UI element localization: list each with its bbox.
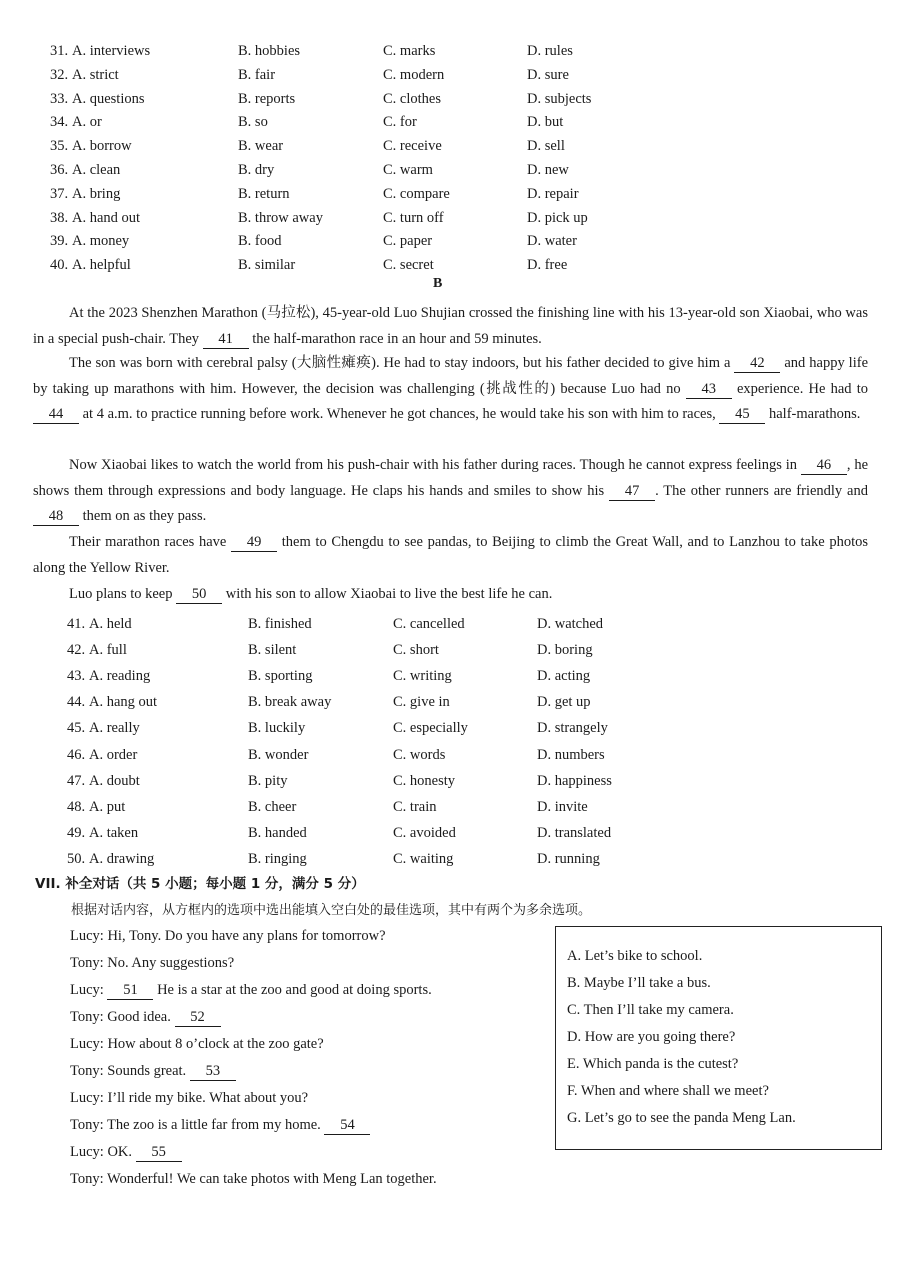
question-number: 42.	[67, 642, 86, 659]
option-row	[0, 691, 907, 713]
option-b[interactable]: B. sporting	[248, 668, 313, 685]
speaker: Lucy:	[70, 1036, 104, 1052]
option-d[interactable]: D. happiness	[537, 772, 612, 789]
dialogue-line	[70, 1032, 324, 1056]
blank-53[interactable]: 53	[190, 1063, 236, 1081]
option-d[interactable]: D. invite	[537, 798, 588, 815]
option-c[interactable]: C. modern	[383, 66, 445, 83]
dialogue-line	[70, 1059, 236, 1083]
option-c[interactable]: C. short	[393, 642, 439, 659]
option-row	[0, 183, 907, 205]
option-c[interactable]: C. waiting	[393, 850, 454, 867]
dialogue-line	[70, 1167, 437, 1191]
blank-41[interactable]: 41	[203, 331, 249, 349]
option-a[interactable]: A. money	[72, 233, 130, 250]
dialogue-line	[70, 1113, 370, 1137]
option-c[interactable]: C. marks	[383, 43, 436, 59]
option-row	[0, 207, 907, 229]
option-row	[0, 848, 907, 870]
option-a[interactable]: A. really	[89, 720, 140, 737]
option-c[interactable]: C. give in	[393, 694, 450, 711]
option-row	[0, 159, 907, 181]
question-number: 36.	[50, 162, 69, 178]
speaker: Lucy:	[70, 982, 104, 998]
option-a[interactable]: A. clean	[72, 162, 121, 178]
option-c[interactable]: C. train	[393, 798, 437, 815]
option-b[interactable]: B. pity	[248, 772, 288, 789]
speaker: Lucy:	[70, 1144, 104, 1160]
blank-50[interactable]: 50	[176, 586, 222, 604]
blank-49[interactable]: 49	[231, 534, 277, 552]
dialogue-text: The zoo is a little far from my home.	[103, 1117, 325, 1133]
blank-46[interactable]: 46	[801, 457, 847, 475]
question-number: 47.	[67, 772, 86, 789]
option-a[interactable]: A. doubt	[89, 772, 140, 789]
box-option[interactable]: F. When and where shall we meet?	[567, 1083, 769, 1099]
option-a[interactable]: A. taken	[89, 824, 139, 841]
option-c[interactable]: C. honesty	[393, 772, 456, 789]
speaker: Tony:	[70, 1009, 104, 1025]
option-b[interactable]: B. fair	[238, 66, 276, 83]
option-b[interactable]: B. dry	[238, 162, 275, 178]
option-d[interactable]: D. numbers	[537, 746, 605, 763]
box-option[interactable]: A. Let’s bike to school.	[567, 948, 703, 964]
option-d[interactable]: D. sell	[527, 138, 565, 155]
question-number: 40.	[50, 257, 69, 274]
option-b[interactable]: B. food	[238, 233, 282, 250]
option-c[interactable]: C. clothes	[383, 90, 441, 107]
option-row	[0, 40, 907, 62]
option-a[interactable]: A. questions	[72, 90, 145, 107]
option-d[interactable]: D. repair	[527, 185, 579, 202]
dialogue-text: Wonderful! We can take photos with Meng Lan together.	[103, 1171, 437, 1187]
passage-paragraph-2: The son was born with cerebral palsy (大脑性瘫痪). He had to stay indoors, but his father decided to give him a 42 and happy life by taking up marathons with him. However, the decision was challenging (挑战性的) because Luo had no 43 experience. He had to 44 at 4 a.m. to practice running before work. Whenever he got chances, he would take his son with him to races, 45 half-marathons.	[33, 355, 869, 422]
question-number: 48.	[67, 798, 86, 815]
question-number: 45.	[67, 720, 86, 737]
option-d[interactable]: D. running	[537, 850, 600, 867]
option-b[interactable]: B. hobbies	[238, 43, 301, 59]
option-a[interactable]: A. put	[89, 798, 126, 815]
option-b[interactable]: B. silent	[248, 642, 297, 659]
dialogue-line	[70, 924, 386, 948]
question-number: 46.	[67, 746, 86, 763]
option-d[interactable]: D. new	[527, 162, 569, 178]
question-number: 49.	[67, 824, 86, 841]
passage-paragraph-3: Now Xiaobai likes to watch the world from his push-chair with his father during races. Though he cannot express feelings in 46 , he shows them through expressions and body language. He claps his hands and smiles to show his 47 . The other runners are friendly and 48 them on as they pass.	[33, 457, 869, 524]
passage-paragraph-4: Their marathon races have 49 them to Chengdu to see pandas, to Beijing to climb the Great Wall, and to Lanzhou to take photos along the Yellow River.	[33, 534, 869, 576]
option-a[interactable]: A. or	[72, 114, 102, 131]
option-c[interactable]: C. receive	[383, 138, 442, 155]
question-number: 35.	[50, 138, 69, 155]
option-d[interactable]: D. water	[527, 233, 577, 250]
option-a[interactable]: A. hand out	[72, 209, 141, 226]
option-c[interactable]: C. cancelled	[393, 616, 465, 632]
option-a[interactable]: A. full	[89, 642, 127, 659]
blank-54[interactable]: 54	[324, 1117, 370, 1135]
option-b[interactable]: B. throw away	[238, 209, 323, 226]
option-b[interactable]: B. cheer	[248, 798, 297, 815]
option-b[interactable]: B. ringing	[248, 850, 307, 867]
question-number: 44.	[67, 694, 86, 711]
speaker: Lucy:	[70, 928, 104, 944]
dialogue-line	[70, 1005, 221, 1029]
options-box	[555, 926, 882, 1150]
dialogue-text: Sounds great.	[103, 1063, 190, 1079]
option-d[interactable]: D. boring	[537, 642, 593, 659]
option-c[interactable]: C. for	[383, 114, 417, 131]
option-row	[0, 111, 907, 133]
dialogue-text: Good idea.	[103, 1009, 175, 1025]
dialogue-text: No. Any suggestions?	[103, 955, 235, 971]
option-b[interactable]: B. so	[238, 114, 268, 131]
box-option[interactable]: D. How are you going there?	[567, 1029, 736, 1045]
dialogue-text: OK.	[103, 1144, 136, 1160]
option-d[interactable]: D. subjects	[527, 90, 592, 107]
speaker: Tony:	[70, 1063, 104, 1079]
option-a[interactable]: A. interviews	[72, 43, 151, 59]
dialogue-line	[70, 1086, 308, 1110]
option-a[interactable]: A. strict	[72, 66, 119, 83]
option-a[interactable]: A. held	[89, 616, 132, 632]
blank-42[interactable]: 42	[734, 355, 780, 373]
blank-47[interactable]: 47	[609, 483, 655, 501]
dialogue-text: Hi, Tony. Do you have any plans for tomorrow?	[103, 928, 386, 944]
option-a[interactable]: A. hang out	[89, 694, 158, 711]
option-c[interactable]: C. warm	[383, 162, 433, 178]
option-row	[0, 230, 907, 252]
option-row	[0, 822, 907, 844]
box-option[interactable]: G. Let’s go to see the panda Meng Lan.	[567, 1110, 796, 1126]
option-a[interactable]: A. order	[89, 746, 138, 763]
section-b-heading: B	[433, 276, 443, 291]
question-number: 34.	[50, 114, 69, 131]
question-number: 31.	[50, 43, 69, 59]
blank-44[interactable]: 44	[33, 406, 79, 424]
option-b[interactable]: B. similar	[238, 257, 296, 274]
question-number: 41.	[67, 616, 86, 632]
question-number: 37.	[50, 185, 69, 202]
option-a[interactable]: A. drawing	[89, 850, 155, 867]
option-c[interactable]: C. words	[393, 746, 446, 763]
option-d[interactable]: D. acting	[537, 668, 591, 685]
question-number: 43.	[67, 668, 86, 685]
option-d[interactable]: D. strangely	[537, 720, 608, 737]
option-row	[0, 770, 907, 792]
option-a[interactable]: A. helpful	[72, 257, 131, 274]
option-a[interactable]: A. borrow	[72, 138, 132, 155]
option-row	[0, 88, 907, 110]
blank-45[interactable]: 45	[719, 406, 765, 424]
dialogue-text: How about 8 o’clock at the zoo gate?	[103, 1036, 324, 1052]
passage-paragraph-1: At the 2023 Shenzhen Marathon (马拉松), 45-year-old Luo Shujian crossed the finishing line with his 13-year-old son Xiaobai, who was in a special push-chair. They 41 the half-marathon race in an hour and 59 minutes.	[33, 305, 868, 347]
dialogue-line	[70, 978, 432, 1002]
option-d[interactable]: D. translated	[537, 824, 612, 841]
blank-43[interactable]: 43	[686, 381, 732, 399]
speaker: Tony:	[70, 955, 104, 971]
option-d[interactable]: D. but	[527, 114, 564, 131]
option-b[interactable]: B. return	[238, 185, 290, 202]
option-row	[0, 135, 907, 157]
box-option[interactable]: E. Which panda is the cutest?	[567, 1056, 739, 1072]
option-b[interactable]: B. reports	[238, 90, 296, 107]
option-row	[0, 717, 907, 739]
blank-52[interactable]: 52	[175, 1009, 221, 1027]
option-a[interactable]: A. bring	[72, 185, 121, 202]
dialogue-text: He is a star at the zoo and good at doing sports.	[153, 982, 432, 998]
option-row	[0, 613, 907, 635]
option-b[interactable]: B. break away	[248, 694, 332, 711]
speaker: Lucy:	[70, 1090, 104, 1106]
option-a[interactable]: A. reading	[89, 668, 151, 685]
box-option[interactable]: B. Maybe I’ll take a bus.	[567, 975, 711, 991]
option-row	[0, 744, 907, 766]
option-d[interactable]: D. pick up	[527, 209, 588, 226]
option-c[interactable]: C. paper	[383, 233, 433, 250]
option-b[interactable]: B. wear	[238, 138, 284, 155]
blank-48[interactable]: 48	[33, 508, 79, 526]
option-row	[0, 639, 907, 661]
option-c[interactable]: C. avoided	[393, 824, 456, 841]
speaker: Tony:	[70, 1171, 104, 1187]
question-number: 50.	[67, 850, 86, 867]
option-row	[0, 796, 907, 818]
option-row	[0, 64, 907, 86]
option-c[interactable]: C. especially	[393, 720, 468, 737]
option-b[interactable]: B. wonder	[248, 746, 309, 763]
question-number: 38.	[50, 209, 69, 226]
section-7-instruction: 根据对话内容，从方框内的选项中选出能填入空白处的最佳选项，其中有两个为多余选项。	[71, 903, 592, 918]
blank-55[interactable]: 55	[136, 1144, 182, 1162]
question-number: 39.	[50, 233, 69, 250]
blank-51[interactable]: 51	[107, 982, 153, 1000]
option-b[interactable]: B. luckily	[248, 720, 306, 737]
option-b[interactable]: B. finished	[248, 616, 312, 632]
option-d[interactable]: D. sure	[527, 66, 569, 83]
option-c[interactable]: C. secret	[383, 257, 434, 274]
option-d[interactable]: D. get up	[537, 694, 591, 711]
option-c[interactable]: C. turn off	[383, 209, 444, 226]
dialogue-line	[70, 1140, 182, 1164]
speaker: Tony:	[70, 1117, 104, 1133]
dialogue-text: I’ll ride my bike. What about you?	[103, 1090, 309, 1106]
option-row	[0, 665, 907, 687]
option-d[interactable]: D. rules	[527, 43, 573, 59]
section-7-title: VII. 补全对话（共 5 小题；每小题 1 分，满分 5 分）	[35, 876, 365, 892]
option-c[interactable]: C. compare	[383, 185, 450, 202]
question-number: 33.	[50, 90, 69, 107]
option-d[interactable]: D. watched	[537, 616, 604, 632]
dialogue-line	[70, 951, 234, 975]
passage-paragraph-5: Luo plans to keep 50 with his son to allow Xiaobai to live the best life he can.	[69, 586, 553, 602]
option-b[interactable]: B. handed	[248, 824, 307, 841]
option-d[interactable]: D. free	[527, 257, 568, 274]
option-row	[0, 254, 907, 276]
question-number: 32.	[50, 66, 69, 83]
box-option[interactable]: C. Then I’ll take my camera.	[567, 1002, 734, 1018]
option-c[interactable]: C. writing	[393, 668, 452, 685]
